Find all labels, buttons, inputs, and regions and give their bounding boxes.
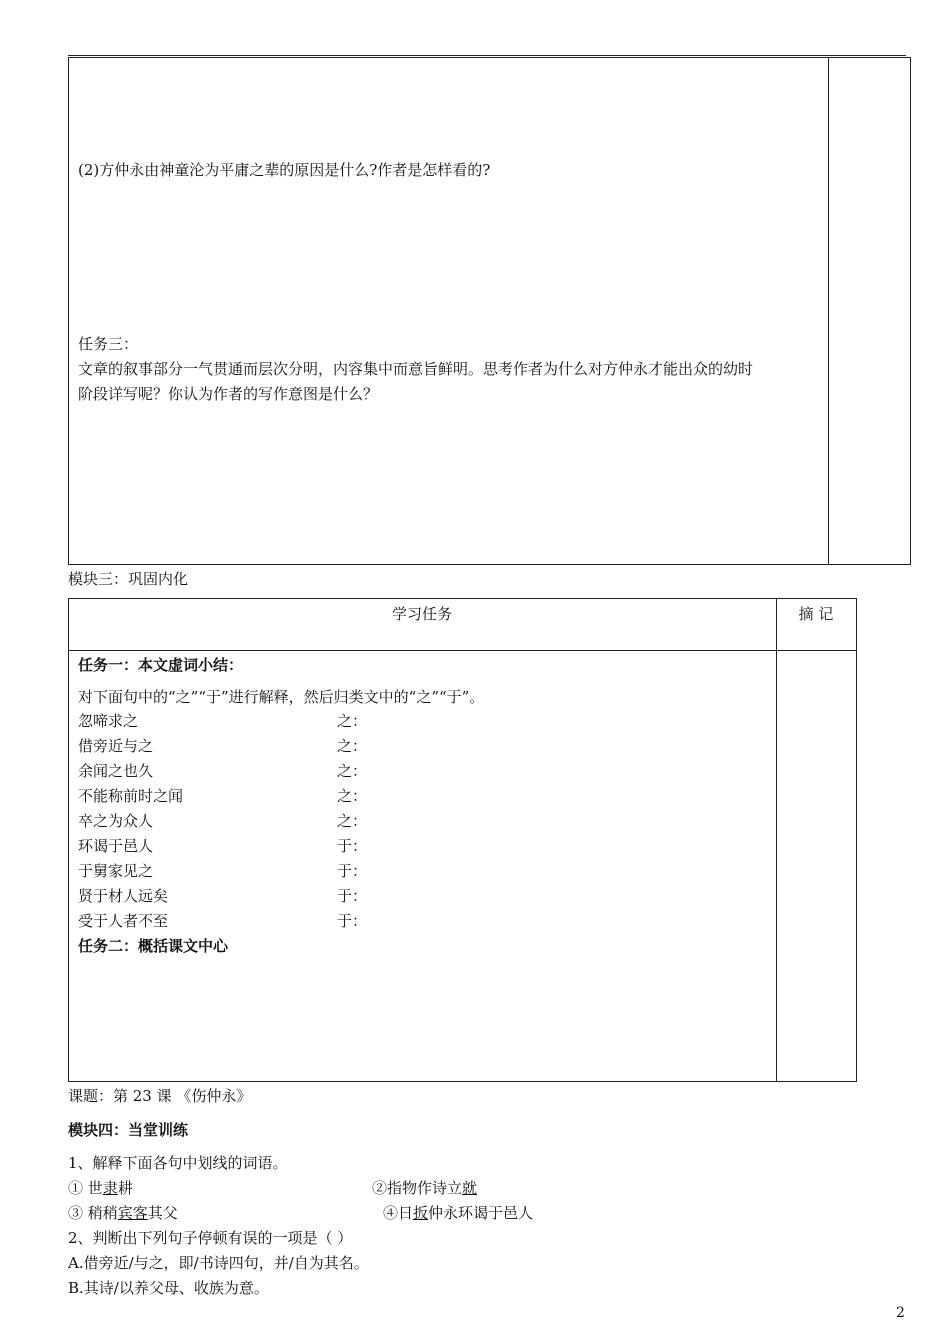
question-2: (2)方仲永由神童沦为平庸之辈的原因是什么?作者是怎样看的? (78, 161, 491, 179)
task-2-title: 任务二：概括课文中心 (78, 937, 229, 955)
item-text: 耕 (117, 1179, 133, 1197)
task-3-title: 任务三： (78, 335, 139, 353)
exercise-1-item-d (383, 1203, 533, 1223)
module-3-title: 模块三：巩固内化 (68, 570, 189, 588)
task-3-line-2: 阶段详写呢？你认为作者的写作意图是什么？ (78, 385, 379, 403)
task-1-title: 任务一：本文虚词小结： (78, 656, 244, 674)
item-text: ③ 稍稍 (68, 1204, 118, 1222)
exercise-1-item-a (68, 1178, 133, 1198)
item-label: 于： (337, 862, 368, 880)
item-sentence: 借旁近与之 (78, 737, 154, 755)
item-label: 之： (337, 812, 368, 830)
item-text: ① 世 (68, 1179, 103, 1197)
item-sentence: 卒之为众人 (78, 812, 154, 830)
item-text: ②指物作诗立 (372, 1179, 463, 1197)
item-label: 于： (337, 912, 368, 930)
underlined-word: 宾客 (117, 1204, 148, 1222)
item-label: 之： (337, 787, 368, 805)
underlined-word: 隶 (102, 1179, 118, 1197)
item-text: 仲永环谒于邑人 (428, 1204, 534, 1222)
page-number: 2 (896, 1305, 905, 1321)
item-sentence: 受于人者不至 (78, 912, 169, 930)
exercise-2-title: 2、判断出下列句子停顿有误的一项是（ ） (68, 1229, 353, 1247)
item-label: 之： (337, 737, 368, 755)
underlined-word: 扳 (413, 1204, 429, 1222)
item-sentence: 余闻之也久 (78, 762, 154, 780)
lesson-title: 课题：第 23 课 《伤仲永》 (68, 1087, 252, 1105)
exercise-2-option-b: B.其诗/以养父母、收族为意。 (68, 1279, 269, 1297)
item-sentence: 于舅家见之 (78, 862, 154, 880)
underlined-word: 就 (462, 1179, 478, 1197)
module-4-title: 模块四：当堂训练 (68, 1121, 189, 1139)
task-1-instruction: 对下面句中的“之”“于”进行解释，然后归类文中的“之”“于”。 (78, 688, 485, 706)
item-label: 之： (337, 712, 368, 730)
task-3-line-1: 文章的叙事部分一气贯通而层次分明，内容集中而意旨鲜明。思考作者为什么对方仲永才能出众的幼时 (78, 360, 754, 378)
header-learning-task: 学习任务 (391, 605, 452, 623)
item-label: 之： (337, 762, 368, 780)
exercise-2-option-a: A.借旁近/与之，即/书诗四句，并/自为其名。 (68, 1254, 369, 1272)
item-sentence: 环谒于邑人 (78, 837, 154, 855)
top-rule (68, 55, 906, 56)
exercise-1-item-c (68, 1203, 178, 1223)
exercise-1-title: 1、解释下面各句中划线的词语。 (68, 1154, 288, 1172)
exercise-1-item-b (372, 1178, 477, 1198)
item-text: ④日 (383, 1204, 414, 1222)
item-text: 其父 (147, 1204, 178, 1222)
item-label: 于： (337, 887, 368, 905)
item-sentence: 贤于材人远矣 (78, 887, 169, 905)
item-sentence: 不能称前时之闻 (78, 787, 184, 805)
header-notes: 摘 记 (798, 605, 834, 623)
item-label: 于： (337, 837, 368, 855)
item-sentence: 忽啼求之 (78, 712, 139, 730)
